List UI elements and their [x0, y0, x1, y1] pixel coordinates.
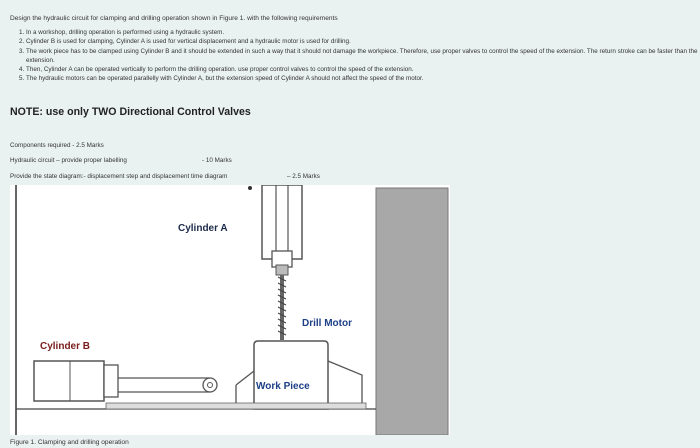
cylinder-b-head [104, 365, 118, 397]
marks-value: - 10 Marks [202, 157, 232, 164]
marks-label: Provide the state diagram:- displacement step and displacement time diagram [10, 173, 228, 180]
clamping-drilling-figure [10, 185, 450, 435]
marks-row-components [10, 142, 104, 149]
base-plate [106, 403, 366, 409]
machine-illustration [10, 185, 450, 435]
marks-row-state-diagram [10, 173, 370, 180]
cylinder-b-body [34, 361, 104, 401]
cylinder-a-body [262, 185, 302, 259]
frame-right-wall [376, 188, 448, 435]
drill-chuck [276, 265, 288, 275]
label-cylinder-a: Cylinder A [178, 223, 228, 234]
figure-caption: Figure 1. Clamping and drilling operation [10, 439, 129, 446]
marks-label: Components required - 2.5 Marks [10, 142, 104, 149]
note-heading: NOTE: use only TWO Directional Control Valves [10, 106, 251, 118]
requirement-item: 2. Cylinder B is used for clamping, Cylinder A is used for vertical displacement and a hydraulic motor is used for drilling. [26, 37, 700, 46]
label-cylinder-b: Cylinder B [40, 341, 91, 352]
requirement-item: 1. In a workshop, drilling operation is performed using a hydraulic system. [26, 28, 700, 37]
marks-label: Hydraulic circuit – provide proper labelling [10, 157, 127, 164]
work-piece-block [254, 341, 328, 409]
pivot-dot [248, 186, 252, 190]
requirements-list [14, 28, 700, 84]
drill-bit [278, 275, 286, 340]
requirement-item: 3. The work piece has to be clamped using Cylinder B and it should be extended in such a way that it should not damage the workpiece. Therefore, use proper valves to control the speed of the extension. The return stroke can be faster than the extension. [26, 47, 700, 66]
label-work-piece: Work Piece [256, 381, 310, 392]
requirement-item: 4. Then, Cylinder A can be operated vertically to perform the drilling operation. use proper control valves to control the speed of the extension. [26, 65, 700, 74]
question-intro: Design the hydraulic circuit for clamping and drilling operation shown in Figure 1. with the following requirements [10, 15, 338, 22]
marks-row-circuit [10, 157, 310, 164]
label-drill-motor: Drill Motor [302, 318, 352, 329]
vise-jaw [328, 361, 362, 409]
marks-value: – 2.5 Marks [287, 173, 320, 180]
requirement-item: 5. The hydraulic motors can be operated parallelly with Cylinder A, but the extension speed of Cylinder A should not affect the speed of the motor. [26, 74, 700, 83]
